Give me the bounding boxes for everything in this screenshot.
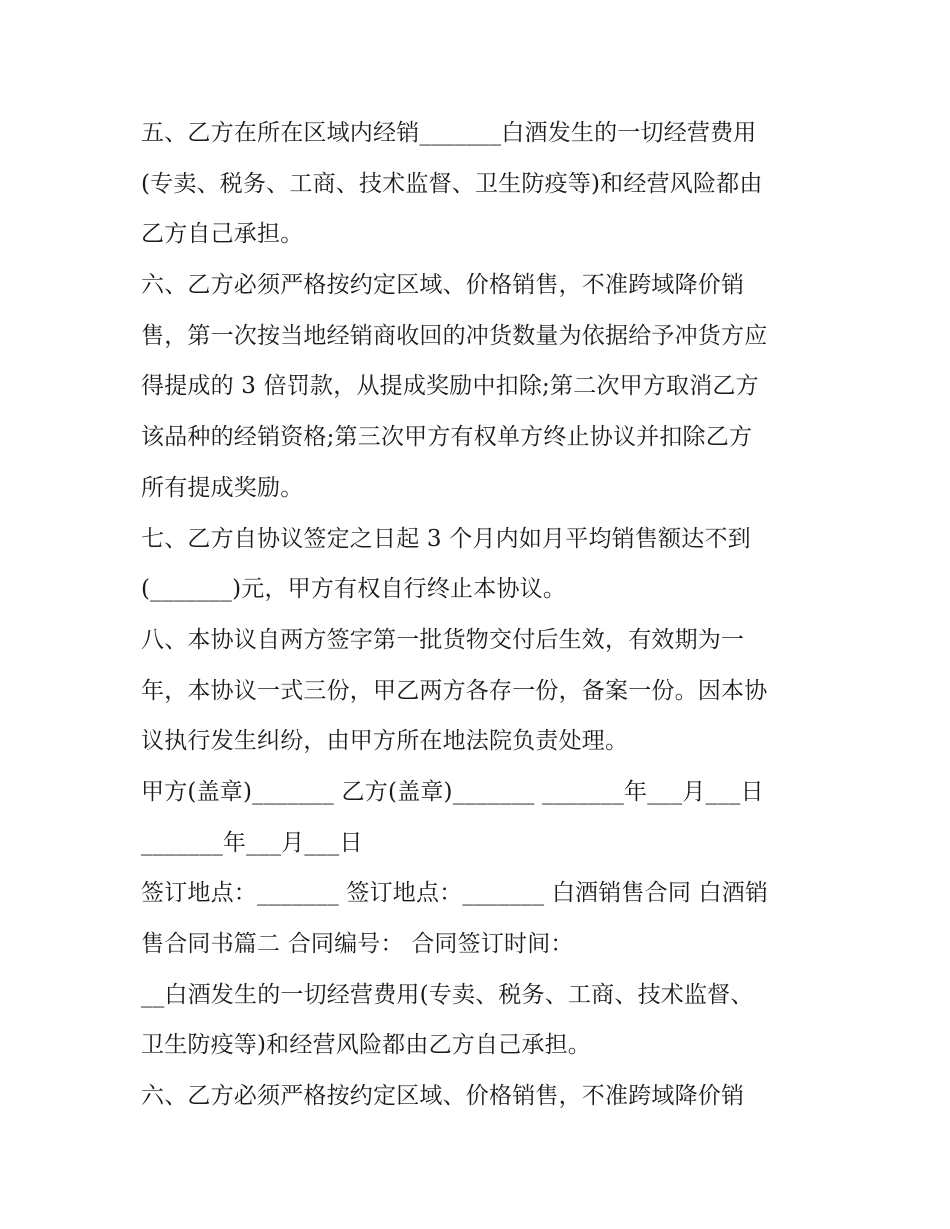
text-line: (_______)元，甲方有权自行终止本协议。: [141, 576, 567, 603]
text-line: 议执行发生纠纷，由甲方所在地法院负责处理。: [141, 728, 629, 755]
text-line: 签订地点：_______ 签订地点：_______ 白酒销售合同 白酒销: [141, 880, 769, 907]
text-line: 所有提成奖励。: [141, 474, 304, 501]
text-line: (专卖、税务、工商、技术监督、卫生防疫等)和经营风险都由: [141, 170, 763, 197]
signature-line: 甲方(盖章)_______ 乙方(盖章)_______ _______年___月___日: [141, 778, 764, 805]
text-line: 六、乙方必须严格按约定区域、价格销售，不准跨域降价销: [141, 1083, 745, 1110]
text-line: 七、乙方自协议签定之日起 3 个月内如月平均销售额达不到: [141, 525, 751, 552]
contract-text: [141, 108, 831, 1122]
text-line: 乙方自己承担。: [141, 221, 304, 248]
text-line: 八、本协议自两方签字第一批货物交付后生效，有效期为一: [141, 626, 745, 653]
text-line: 年，本协议一式三份，甲乙两方各存一份，备案一份。因本协: [141, 677, 768, 704]
text-line: 六、乙方必须严格按约定区域、价格销售，不准跨域降价销: [141, 272, 745, 299]
text-line: 得提成的 3 倍罚款，从提成奖励中扣除;第二次甲方取消乙方: [141, 373, 759, 400]
text-line: 卫生防疫等)和经营风险都由乙方自己承担。: [141, 1032, 591, 1059]
text-line: 该品种的经销资格;第三次甲方有权单方终止协议并扣除乙方: [141, 424, 753, 451]
date-line: _______年___月___日: [141, 829, 363, 856]
text-line: __白酒发生的一切经营费用(专卖、税务、工商、技术监督、: [141, 981, 754, 1008]
text-line: 售合同书篇二 合同编号： 合同签订时间：: [141, 931, 574, 957]
text-line: 五、乙方在所在区域内经销_______白酒发生的一切经营费用: [141, 120, 757, 146]
text-line: 售，第一次按当地经销商收回的冲货数量为依据给予冲货方应: [141, 322, 768, 349]
